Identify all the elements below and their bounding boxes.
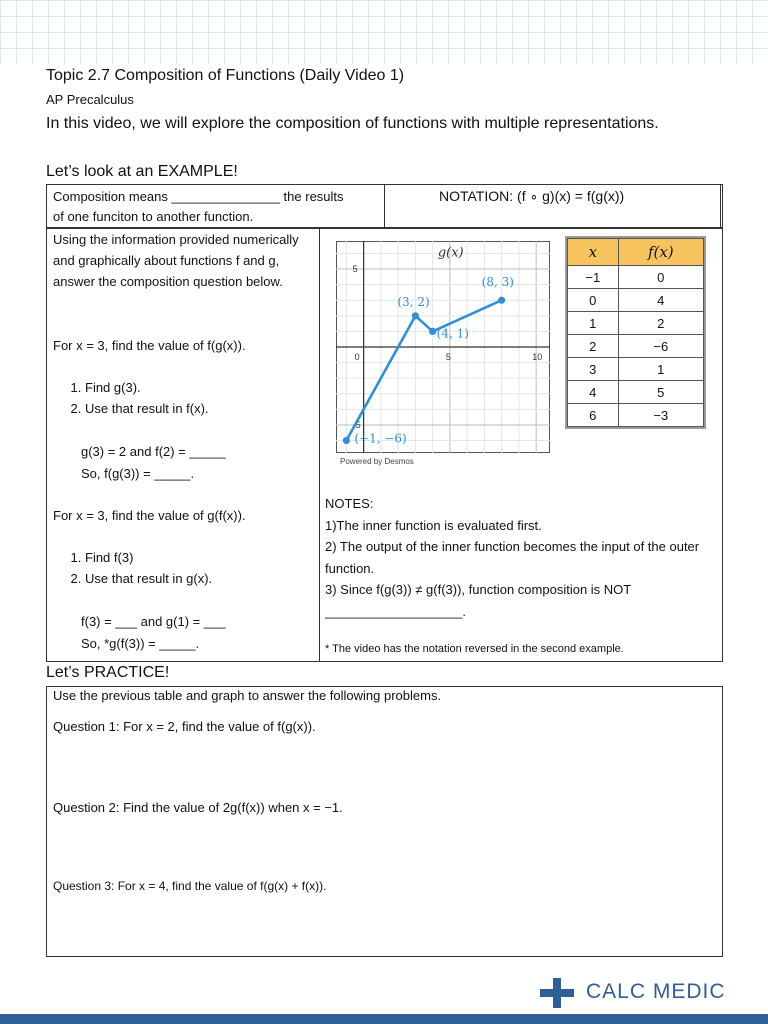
note-1: 1)The inner function is evaluated first. (325, 517, 542, 533)
table-row: 6 −3 (568, 404, 704, 427)
q1-work-line2: So, f(g(3)) = _____. (81, 466, 195, 481)
q2-step-2: 2. Use that result in g(x). (85, 568, 311, 589)
note-3: 3) Since f(g(3)) ≠ g(f(3)), function composition is NOT (325, 582, 632, 597)
q1-step-2: 2. Use that result in f(x). (85, 398, 311, 419)
g-data-point (498, 297, 505, 304)
notes-heading: NOTES: (325, 496, 374, 511)
table-row: 4 5 (568, 381, 704, 404)
brand-name: CALC MEDIC (586, 980, 726, 1003)
g-graph (336, 241, 550, 453)
bottom-bar (0, 1014, 768, 1024)
q1-work-line1: g(3) = 2 and f(2) = _____ (81, 444, 226, 459)
q2-step-1: 1. Find f(3) (85, 547, 311, 568)
practice-question-1: Question 1: For x = 2, find the value of f(g(x)). (53, 719, 316, 734)
practice-intro: Use the previous table and graph to answer the following problems. (53, 688, 442, 703)
course-subtitle: AP Precalculus (46, 92, 134, 107)
q2-prompt: For x = 3, find the value of g(f(x)). (53, 508, 246, 523)
example-heading: Let’s look at an EXAMPLE! (46, 163, 238, 180)
desmos-credit: Powered by Desmos (340, 457, 414, 466)
g-point-label: (4, 1) (436, 326, 469, 341)
table-row: 3 1 (568, 358, 704, 381)
f-table (567, 238, 704, 427)
instructions: Using the information provided numerically and graphically about functions f and g, answer the composition question below. (53, 232, 299, 289)
medical-cross-icon (540, 978, 574, 1008)
y-tick-label: -5 (352, 419, 361, 430)
q1-steps (41, 377, 311, 419)
x-tick-label: 0 (354, 352, 360, 362)
table-row: 0 4 (568, 289, 704, 312)
g-point-label: (8, 3) (481, 275, 514, 290)
note-3-blank: ___________________. (325, 603, 466, 619)
g-point-label: (−1, −6) (354, 431, 407, 446)
q2-steps (41, 547, 311, 589)
y-tick-label: 5 (352, 264, 358, 275)
practice-question-2: Question 2: Find the value of 2g(f(x)) when x = −1. (53, 800, 343, 815)
intro-text: In this video, we will explore the composition of functions with multiple representations. (46, 115, 659, 132)
g-data-point (429, 328, 436, 335)
q2-work-line2: So, *g(f(3)) = _____. (81, 636, 200, 651)
note-2: 2) The output of the inner function becomes the input of the outer function. (325, 539, 700, 576)
page-title: Topic 2.7 Composition of Functions (Daily Video 1) (46, 67, 405, 84)
table-row: 1 2 (568, 312, 704, 335)
g-series-label: g(x) (437, 245, 464, 261)
practice-question-3: Question 3: For x = 4, find the value of f(g(x) + f(x)). (53, 879, 327, 893)
definition-row (46, 184, 723, 228)
q1-prompt: For x = 3, find the value of f(g(x)). (53, 338, 246, 353)
g-data-point (343, 437, 350, 444)
g-data-point (412, 312, 419, 319)
practice-box (46, 686, 723, 957)
definition-line2: of one funciton to another function. (53, 209, 254, 224)
f-table-header-fx: f(x) (618, 239, 703, 266)
table-row: 2 −6 (568, 335, 704, 358)
notation: NOTATION: (f ∘ g)(x) = f(g(x)) (439, 188, 625, 204)
x-tick-label: 5 (445, 352, 451, 362)
definition-line1: Composition means _______________ the results (53, 189, 344, 204)
notes (325, 493, 717, 622)
footnote: * The video has the notation reversed in the second example. (325, 643, 624, 655)
table-row: −1 0 (568, 266, 704, 289)
g-point-label: (3, 2) (397, 294, 430, 309)
grid-header-background (0, 0, 768, 64)
q1-step-1: 1. Find g(3). (85, 377, 311, 398)
x-tick-label: 10 (532, 352, 543, 362)
f-table-header-x: x (568, 239, 619, 266)
f-table-header (568, 239, 704, 266)
practice-heading: Let’s PRACTICE! (46, 664, 170, 681)
q2-work-line1: f(3) = ___ and g(1) = ___ (81, 614, 226, 629)
